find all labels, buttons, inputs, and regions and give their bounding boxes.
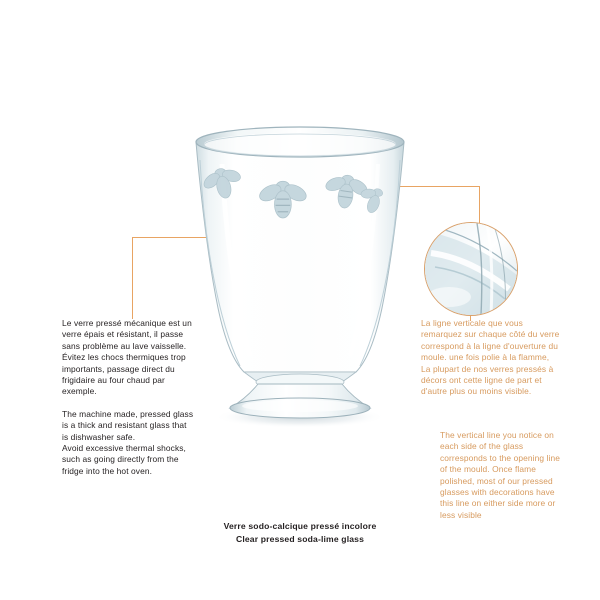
detail-zoom-bubble [424,222,518,316]
annotation-left-en-1: The machine made, pressed glass is a thick and resistant glass that is dishwasher safe. [62,408,194,442]
product-image-glass [178,120,422,430]
annotation-right-en: The vertical line you notice on each side of the glass corresponds to the opening line of the mould. Once flame polished, most of our pressed glasses with decorations have this line on either side more or less visible [440,430,560,520]
leader-line-left-vertical [132,237,133,319]
annotation-left [62,318,194,477]
annotation-right-fr: La ligne verticale que vous remarquez sur chaque côté du verre correspond à la ligne d'ouverture du moule. une fois polie à la flamme, La plupart de nos verres pressés à décors ont cette ligne de part et d'autre plus ou moins visible. [421,318,560,397]
product-caption-fr: Verre sodo-calcique pressé incolore [223,521,377,531]
product-caption [0,520,600,546]
leader-line-right-vertical [479,186,480,224]
annotation-left-fr: Le verre pressé mécanique est un verre épais et résistant, il passe sans problème au lave vaisselle. Évitez les chocs thermiques trop importants, passage direct du frigidaire au four chaud par exemple. [62,318,192,397]
annotation-left-en-2: Avoid excessive thermal shocks, such as going directly from the fridge into the hot oven. [62,443,186,476]
product-caption-en: Clear pressed soda-lime glass [235,534,365,544]
